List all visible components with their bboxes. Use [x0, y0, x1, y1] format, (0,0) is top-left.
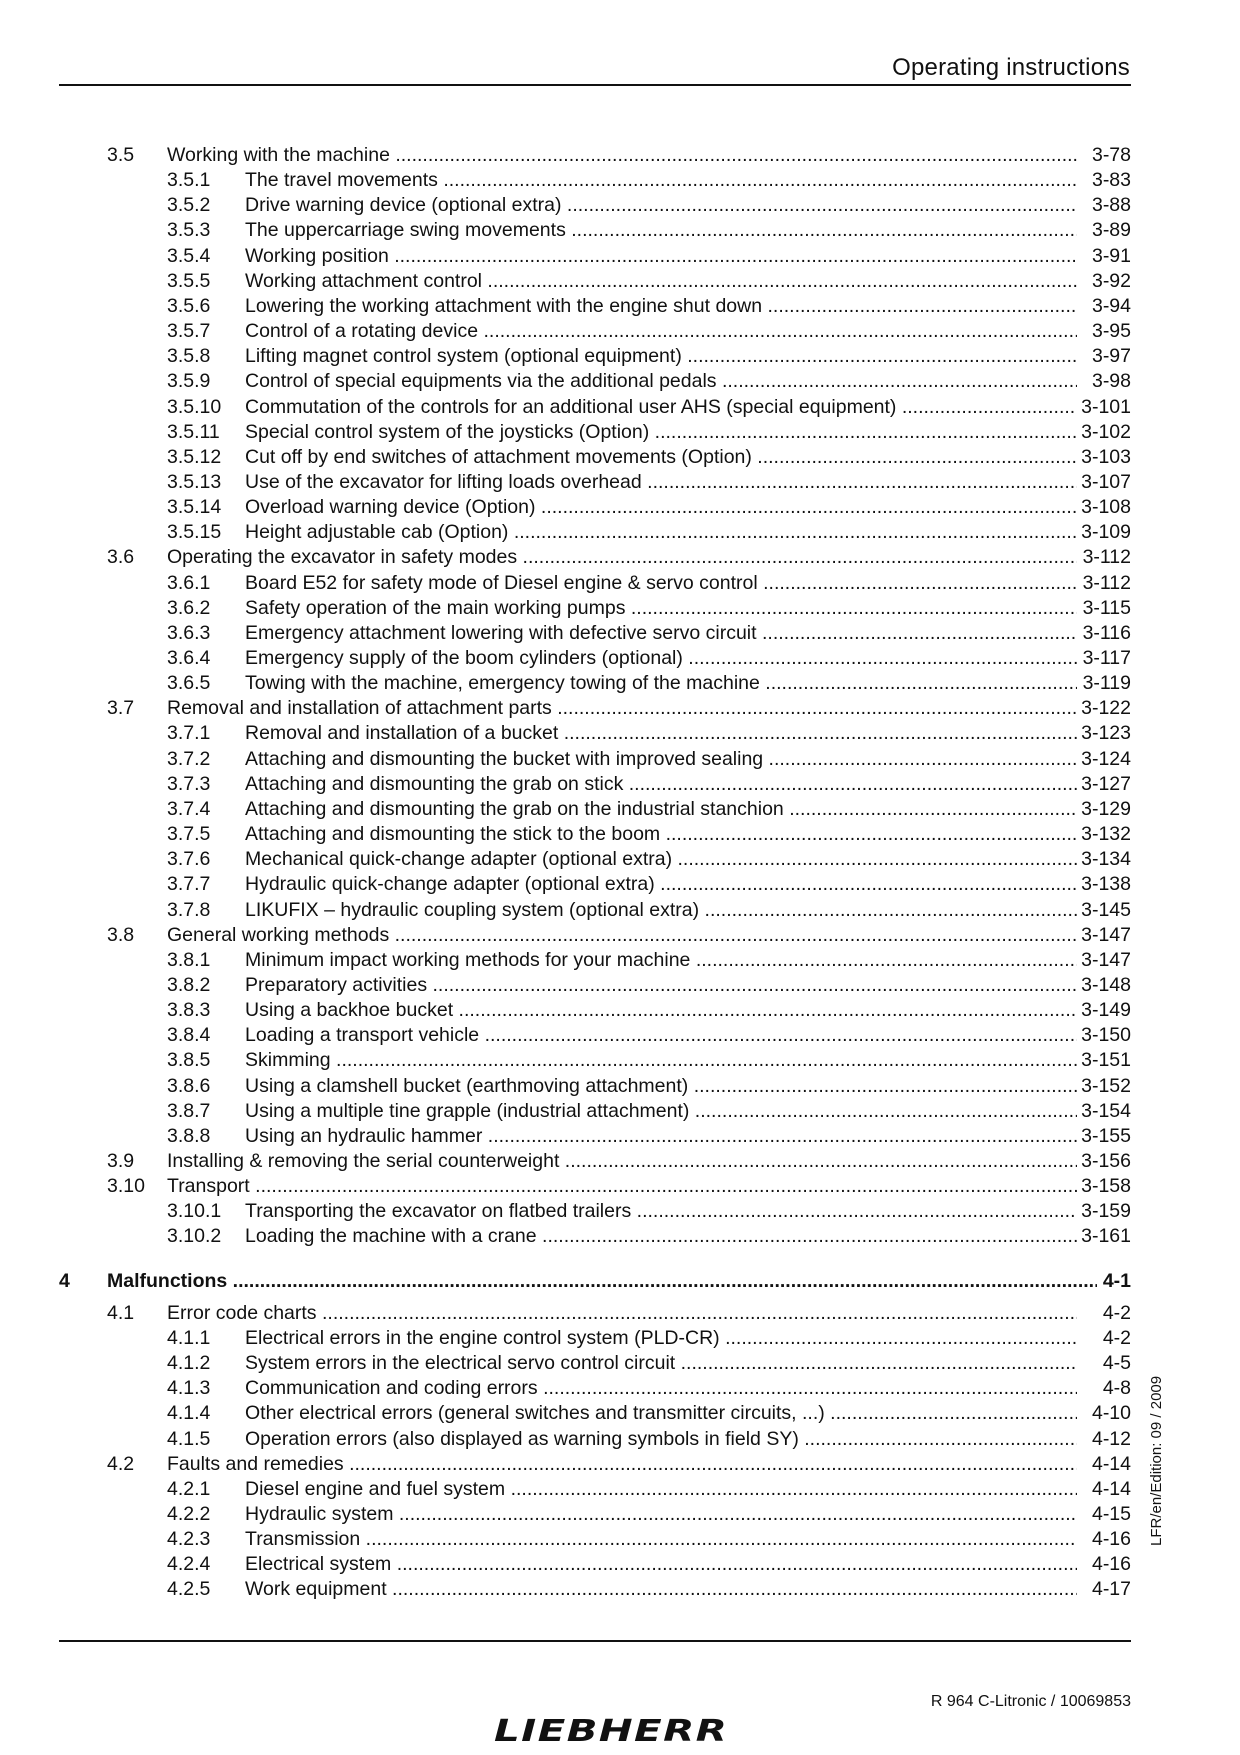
toc-entry-title: Transport .....: [167, 1174, 1077, 1199]
toc-entry-number: 3.8.6: [167, 1074, 211, 1097]
toc-entry-title: Installing & removing the serial counterweight .....: [167, 1149, 1077, 1174]
toc-entry[interactable]: [59, 948, 1131, 973]
toc-entry-title: System errors in the electrical servo control circuit .....: [245, 1351, 1077, 1376]
toc-entry-page: 3-132: [1081, 823, 1131, 845]
toc-entry-title: General working methods .....: [167, 923, 1077, 948]
toc-entry-title: Communication and coding errors .....: [245, 1376, 1077, 1401]
toc-entry-number: 3.7.7: [167, 873, 211, 896]
toc-entry-title: Safety operation of the main working pumps .....: [245, 596, 1077, 621]
toc-entry-number: 3.5.12: [167, 445, 222, 468]
toc-entry[interactable]: [59, 571, 1131, 596]
toc-entry-number: 4.2.2: [167, 1503, 211, 1525]
toc-entry[interactable]: [59, 1048, 1131, 1073]
toc-entry-page: 3-97: [1091, 345, 1131, 368]
toc-entry-number: 3.5.14: [167, 496, 222, 519]
toc-entry-title: Electrical system .....: [245, 1552, 1077, 1577]
toc-entry[interactable]: [59, 520, 1131, 545]
toc-entry-number: 4.1.3: [167, 1377, 211, 1400]
toc-entry[interactable]: [59, 671, 1131, 696]
toc-entry-page: 3-119: [1082, 672, 1131, 695]
toc-entry-page: 3-116: [1082, 621, 1131, 644]
toc-entry[interactable]: [59, 847, 1131, 872]
toc-entry-title: Faults and remedies .....: [167, 1452, 1077, 1477]
toc-entry-number: 3.10: [107, 1175, 145, 1198]
toc-entry[interactable]: [59, 822, 1131, 847]
toc-entry-number: 4.1.1: [167, 1326, 211, 1349]
toc-entry[interactable]: [59, 218, 1131, 243]
toc-entry-number: 3.5.15: [167, 521, 222, 544]
toc-entry-number: 3.9: [107, 1150, 135, 1172]
toc-entry[interactable]: [59, 1074, 1131, 1099]
toc-entry-page: 4-16: [1091, 1528, 1131, 1551]
toc-entry-page: 3-101: [1081, 395, 1131, 418]
toc-entry-number: 4.2.4: [167, 1553, 211, 1576]
toc-entry-page: 4-2: [1102, 1301, 1131, 1324]
toc-entry-title: Error code charts .....: [167, 1301, 1077, 1326]
toc-entry-title: Using an hydraulic hammer .....: [245, 1124, 1077, 1149]
toc-entry-number: 3.10.1: [167, 1200, 222, 1223]
toc-entry-title: Control of special equipments via the additional pedals .....: [245, 369, 1077, 394]
toc-entry-title: Removal and installation of a bucket .....: [245, 721, 1077, 746]
toc-entry-title: Overload warning device (Option) .....: [245, 495, 1077, 520]
toc-entry-title: Lifting magnet control system (optional equipment) .....: [245, 344, 1077, 369]
toc-entry-number: 4.1.5: [167, 1427, 211, 1450]
toc-entry-page: 4-1: [1102, 1269, 1131, 1292]
toc-entry-title: Working attachment control .....: [245, 269, 1077, 294]
toc-entry-page: 3-159: [1081, 1200, 1131, 1223]
toc-entry-title: Work equipment .....: [245, 1577, 1077, 1602]
toc-entry[interactable]: [59, 998, 1131, 1023]
toc-entry-number: 3.8.4: [167, 1024, 211, 1047]
toc-entry-title: Emergency supply of the boom cylinders (optional) .....: [245, 646, 1077, 671]
toc-entry-page: 3-152: [1081, 1074, 1131, 1097]
toc-entry-page: 4-16: [1091, 1553, 1131, 1576]
toc-entry-page: 3-95: [1091, 320, 1131, 343]
toc-entry[interactable]: [59, 1552, 1131, 1577]
toc-entry[interactable]: [59, 696, 1131, 721]
toc-entry-title: Electrical errors in the engine control system (PLD-CR) .....: [245, 1326, 1077, 1351]
toc-entry[interactable]: [59, 1376, 1131, 1401]
toc-entry-title: Transmission .....: [245, 1527, 1077, 1552]
toc-entry[interactable]: [59, 1301, 1131, 1326]
toc-entry[interactable]: [59, 319, 1131, 344]
toc-entry-page: 3-103: [1081, 445, 1131, 468]
toc-entry[interactable]: [59, 1199, 1131, 1224]
toc-entry-number: 3.7.6: [167, 848, 211, 871]
toc-entry-number: 3.5.11: [167, 420, 220, 443]
toc-entry[interactable]: [59, 1502, 1131, 1527]
toc-entry[interactable]: [59, 495, 1131, 520]
toc-entry-page: 4-8: [1102, 1377, 1131, 1400]
toc-entry-page: 3-155: [1081, 1124, 1131, 1147]
toc-entry-number: 3.5.7: [167, 320, 211, 343]
toc-entry-page: 3-88: [1091, 194, 1131, 217]
toc-entry-title: Emergency attachment lowering with defective servo circuit .....: [245, 621, 1077, 646]
toc-entry-number: 3.5: [107, 144, 135, 166]
toc-entry[interactable]: [59, 1401, 1131, 1426]
toc-entry-page: 3-158: [1081, 1175, 1131, 1198]
toc-entry[interactable]: [59, 973, 1131, 998]
toc-entry[interactable]: [59, 1224, 1131, 1249]
toc-entry[interactable]: [59, 545, 1131, 570]
toc-entry[interactable]: [59, 646, 1131, 671]
toc-entry[interactable]: [59, 143, 1131, 168]
toc-entry-number: 4.2: [107, 1452, 135, 1475]
toc-entry-number: 3.7.2: [167, 747, 211, 770]
toc-entry-number: 3.6.1: [167, 571, 211, 594]
toc-entry[interactable]: [59, 294, 1131, 319]
toc-entry[interactable]: [59, 395, 1131, 420]
toc-entry-title: LIKUFIX – hydraulic coupling system (optional extra) .....: [245, 898, 1077, 923]
toc-entry[interactable]: [59, 797, 1131, 822]
toc-entry-number: 4.2.3: [167, 1528, 211, 1551]
toc-entry[interactable]: [59, 621, 1131, 646]
toc-entry-number: 3.5.2: [167, 194, 211, 217]
toc-entry-number: 3.5.8: [167, 345, 211, 368]
toc-entry-page: 4-15: [1091, 1503, 1131, 1525]
toc-entry-page: 3-129: [1081, 797, 1131, 820]
toc-entry-page: 3-147: [1081, 923, 1131, 946]
toc-entry[interactable]: [59, 1174, 1131, 1199]
toc-entry-page: 3-108: [1081, 496, 1131, 519]
toc-entry-title: Board E52 for safety mode of Diesel engine & servo control .....: [245, 571, 1077, 596]
toc-entry[interactable]: [59, 344, 1131, 369]
toc-entry-page: 3-94: [1091, 294, 1131, 317]
toc-entry-number: 3.5.9: [167, 370, 211, 393]
toc-entry-title: Skimming .....: [245, 1048, 1077, 1073]
toc-entry-title: Hydraulic quick-change adapter (optional extra) .....: [245, 872, 1077, 897]
toc-entry-number: 4.1.4: [167, 1402, 211, 1425]
toc-entry-page: 3-109: [1081, 521, 1131, 544]
toc-entry-page: 4-12: [1091, 1427, 1131, 1450]
toc-entry-title: Using a backhoe bucket .....: [245, 998, 1077, 1023]
toc-entry[interactable]: [59, 244, 1131, 269]
toc-entry[interactable]: [59, 898, 1131, 923]
toc-entry[interactable]: [59, 872, 1131, 897]
toc-entry-title: Preparatory activities .....: [245, 973, 1077, 998]
toc-entry-number: 3.8.8: [167, 1124, 211, 1147]
toc-entry-number: 3.8.1: [167, 948, 211, 971]
toc-entry-page: 3-123: [1081, 722, 1131, 745]
toc-entry-title: The travel movements .....: [245, 168, 1077, 193]
toc-entry-page: 3-154: [1081, 1099, 1131, 1122]
toc-entry[interactable]: [59, 1452, 1131, 1477]
toc-entry[interactable]: [59, 1577, 1131, 1602]
toc-entry-title: Commutation of the controls for an additional user AHS (special equipment) .....: [245, 395, 1077, 420]
toc-entry-title: Other electrical errors (general switches and transmitter circuits, ...) .....: [245, 1401, 1077, 1426]
toc-entry-page: 3-156: [1081, 1150, 1131, 1172]
header-rule: [59, 84, 1131, 86]
toc-entry-number: 3.8: [107, 923, 135, 946]
toc-entry[interactable]: [59, 1527, 1131, 1552]
toc-entry-title: Use of the excavator for lifting loads overhead .....: [245, 470, 1077, 495]
toc-entry[interactable]: [59, 445, 1131, 470]
toc-entry[interactable]: [59, 1149, 1131, 1174]
toc-entry-number: 3.8.3: [167, 999, 211, 1022]
toc-entry-page: 4-5: [1102, 1352, 1131, 1374]
document-id: R 964 C-Litronic / 10069853: [930, 1693, 1131, 1710]
toc-entry-number: 4.2.1: [167, 1477, 211, 1500]
toc-entry-page: 3-127: [1081, 772, 1131, 795]
toc-entry-page: 3-112: [1082, 546, 1131, 569]
toc-entry-page: 3-98: [1091, 370, 1131, 393]
toc-entry-page: 3-107: [1081, 470, 1131, 493]
toc-entry-page: 3-147: [1081, 948, 1131, 971]
toc-entry[interactable]: [59, 772, 1131, 797]
toc-entry[interactable]: [59, 596, 1131, 621]
toc-entry[interactable]: [59, 420, 1131, 445]
toc-entry-title: Minimum impact working methods for your machine .....: [245, 948, 1077, 973]
toc-entry[interactable]: [59, 168, 1131, 193]
toc-entry-title: Height adjustable cab (Option) .....: [245, 520, 1077, 545]
toc-entry-number: 3.6.2: [167, 596, 211, 619]
toc-entry-page: 3-138: [1081, 873, 1131, 896]
edition-note: LFR/en/Edition: 09 / 2009: [1148, 1375, 1165, 1546]
toc-entry-number: 3.8.7: [167, 1099, 211, 1122]
toc-entry-page: 3-122: [1081, 697, 1131, 720]
toc-entry-page: 3-149: [1081, 999, 1131, 1022]
toc-entry-title: Cut off by end switches of attachment movements (Option) .....: [245, 445, 1077, 470]
toc-entry[interactable]: [59, 193, 1131, 218]
toc-entry-title: Diesel engine and fuel system .....: [245, 1477, 1077, 1502]
toc-entry-title: Working position .....: [245, 244, 1077, 269]
toc-entry-page: 3-83: [1091, 169, 1131, 192]
toc-entry-title: Lowering the working attachment with the engine shut down .....: [245, 294, 1077, 319]
toc-entry-title: Hydraulic system .....: [245, 1502, 1077, 1527]
toc-entry-number: 3.6.3: [167, 621, 211, 644]
toc-entry-number: 3.7.1: [167, 722, 211, 745]
toc-entry-number: 3.7.4: [167, 797, 211, 820]
toc-entry[interactable]: [59, 1477, 1131, 1502]
liebherr-logo: LIEBHERR: [494, 1714, 729, 1749]
toc-entry-number: 3.6.5: [167, 672, 211, 695]
toc-entry[interactable]: [59, 1269, 1131, 1294]
toc-entry-page: 3-78: [1091, 144, 1131, 166]
toc-entry-title: Using a multiple tine grapple (industrial attachment) .....: [245, 1099, 1077, 1124]
toc-entry-title: Drive warning device (optional extra) .....: [245, 193, 1077, 218]
toc-entry-title: The uppercarriage swing movements .....: [245, 218, 1077, 243]
toc-entry[interactable]: [59, 747, 1131, 772]
toc-entry-title: Mechanical quick-change adapter (optional extra) .....: [245, 847, 1077, 872]
toc-entry-title: Towing with the machine, emergency towing of the machine .....: [245, 671, 1077, 696]
toc-entry-title: Attaching and dismounting the bucket with improved sealing .....: [245, 747, 1077, 772]
toc-entry-title: Attaching and dismounting the grab on the industrial stanchion .....: [245, 797, 1077, 822]
toc-entry-title: Using a clamshell bucket (earthmoving attachment) .....: [245, 1074, 1077, 1099]
toc-entry-number: 3.6: [107, 546, 135, 569]
toc-entry[interactable]: [59, 1023, 1131, 1048]
toc-entry-title: Loading a transport vehicle .....: [245, 1023, 1077, 1048]
toc-entry-page: 3-161: [1081, 1225, 1131, 1248]
toc-entry[interactable]: [59, 369, 1131, 394]
toc-entry-title: Operating the excavator in safety modes .....: [167, 545, 1077, 570]
toc-entry-number: 4.2.5: [167, 1578, 211, 1601]
toc-entry-page: 3-148: [1081, 973, 1131, 996]
toc-entry-title: Working with the machine .....: [167, 143, 1077, 168]
toc-entry-page: 4-2: [1102, 1326, 1131, 1349]
toc-entry-page: 4-17: [1091, 1578, 1131, 1601]
toc-entry-number: 3.8.5: [167, 1049, 211, 1072]
toc-entry[interactable]: [59, 470, 1131, 495]
toc-entry[interactable]: [59, 1099, 1131, 1124]
toc-entry-title: Transporting the excavator on flatbed trailers .....: [245, 1199, 1077, 1224]
toc-entry-page: 4-14: [1091, 1452, 1131, 1475]
toc-entry[interactable]: [59, 1351, 1131, 1376]
toc-entry-number: 3.6.4: [167, 647, 211, 669]
toc-entry-number: 3.7.5: [167, 823, 211, 845]
toc-entry-page: 3-145: [1081, 898, 1131, 921]
toc-entry-page: 3-115: [1082, 596, 1131, 619]
toc-entry-number: 4: [59, 1269, 70, 1292]
toc-entry-page: 3-89: [1091, 219, 1131, 242]
toc-entry-number: 3.5.10: [167, 395, 222, 418]
footer-rule: [59, 1640, 1131, 1642]
toc-entry[interactable]: [59, 923, 1131, 948]
toc-entry-page: 4-10: [1091, 1402, 1131, 1425]
toc-entry-number: 3.5.1: [167, 169, 211, 192]
page-header-title: Operating instructions: [892, 54, 1130, 81]
toc-entry-page: 3-91: [1091, 244, 1131, 267]
toc-entry-page: 3-102: [1081, 420, 1131, 443]
toc-entry-title: Control of a rotating device .....: [245, 319, 1077, 344]
toc-entry-number: 3.8.2: [167, 973, 211, 996]
toc-entry-page: 3-117: [1082, 647, 1131, 669]
toc-entry-number: 3.10.2: [167, 1225, 222, 1248]
toc-entry-page: 3-151: [1081, 1049, 1131, 1072]
toc-entry[interactable]: [59, 721, 1131, 746]
toc-entry-number: 4.1: [107, 1301, 135, 1324]
toc-entry-title: Special control system of the joysticks (Option) .....: [245, 420, 1077, 445]
toc-entry-title: Malfunctions .....: [107, 1269, 1097, 1294]
toc-entry-page: 4-14: [1091, 1477, 1131, 1500]
toc-entry[interactable]: [59, 1124, 1131, 1149]
toc-entry-title: Attaching and dismounting the stick to the boom .....: [245, 822, 1077, 847]
toc-entry-page: 3-134: [1081, 848, 1131, 871]
toc-entry-number: 3.7: [107, 697, 135, 720]
toc-entry-title: Operation errors (also displayed as warning symbols in field SY) .....: [245, 1427, 1077, 1452]
toc-entry-number: 3.7.3: [167, 772, 211, 795]
toc-entry[interactable]: [59, 1427, 1131, 1452]
toc-entry-page: 3-150: [1081, 1024, 1131, 1047]
toc-entry-title: Removal and installation of attachment parts .....: [167, 696, 1077, 721]
toc-entry-number: 4.1.2: [167, 1352, 211, 1374]
toc-entry-number: 3.5.13: [167, 470, 222, 493]
toc-entry-page: 3-92: [1091, 269, 1131, 292]
toc-entry-number: 3.5.6: [167, 294, 211, 317]
toc-entry-page: 3-112: [1082, 571, 1131, 594]
toc-entry-title: Loading the machine with a crane .....: [245, 1224, 1077, 1249]
toc-entry[interactable]: [59, 1326, 1131, 1351]
toc-entry[interactable]: [59, 269, 1131, 294]
toc-entry-page: 3-124: [1081, 747, 1131, 770]
toc-entry-title: Attaching and dismounting the grab on stick .....: [245, 772, 1077, 797]
toc-entry-number: 3.5.4: [167, 244, 211, 267]
toc-entry-number: 3.5.3: [167, 219, 211, 242]
toc-entry-number: 3.5.5: [167, 269, 211, 292]
toc-entry-number: 3.7.8: [167, 898, 211, 921]
